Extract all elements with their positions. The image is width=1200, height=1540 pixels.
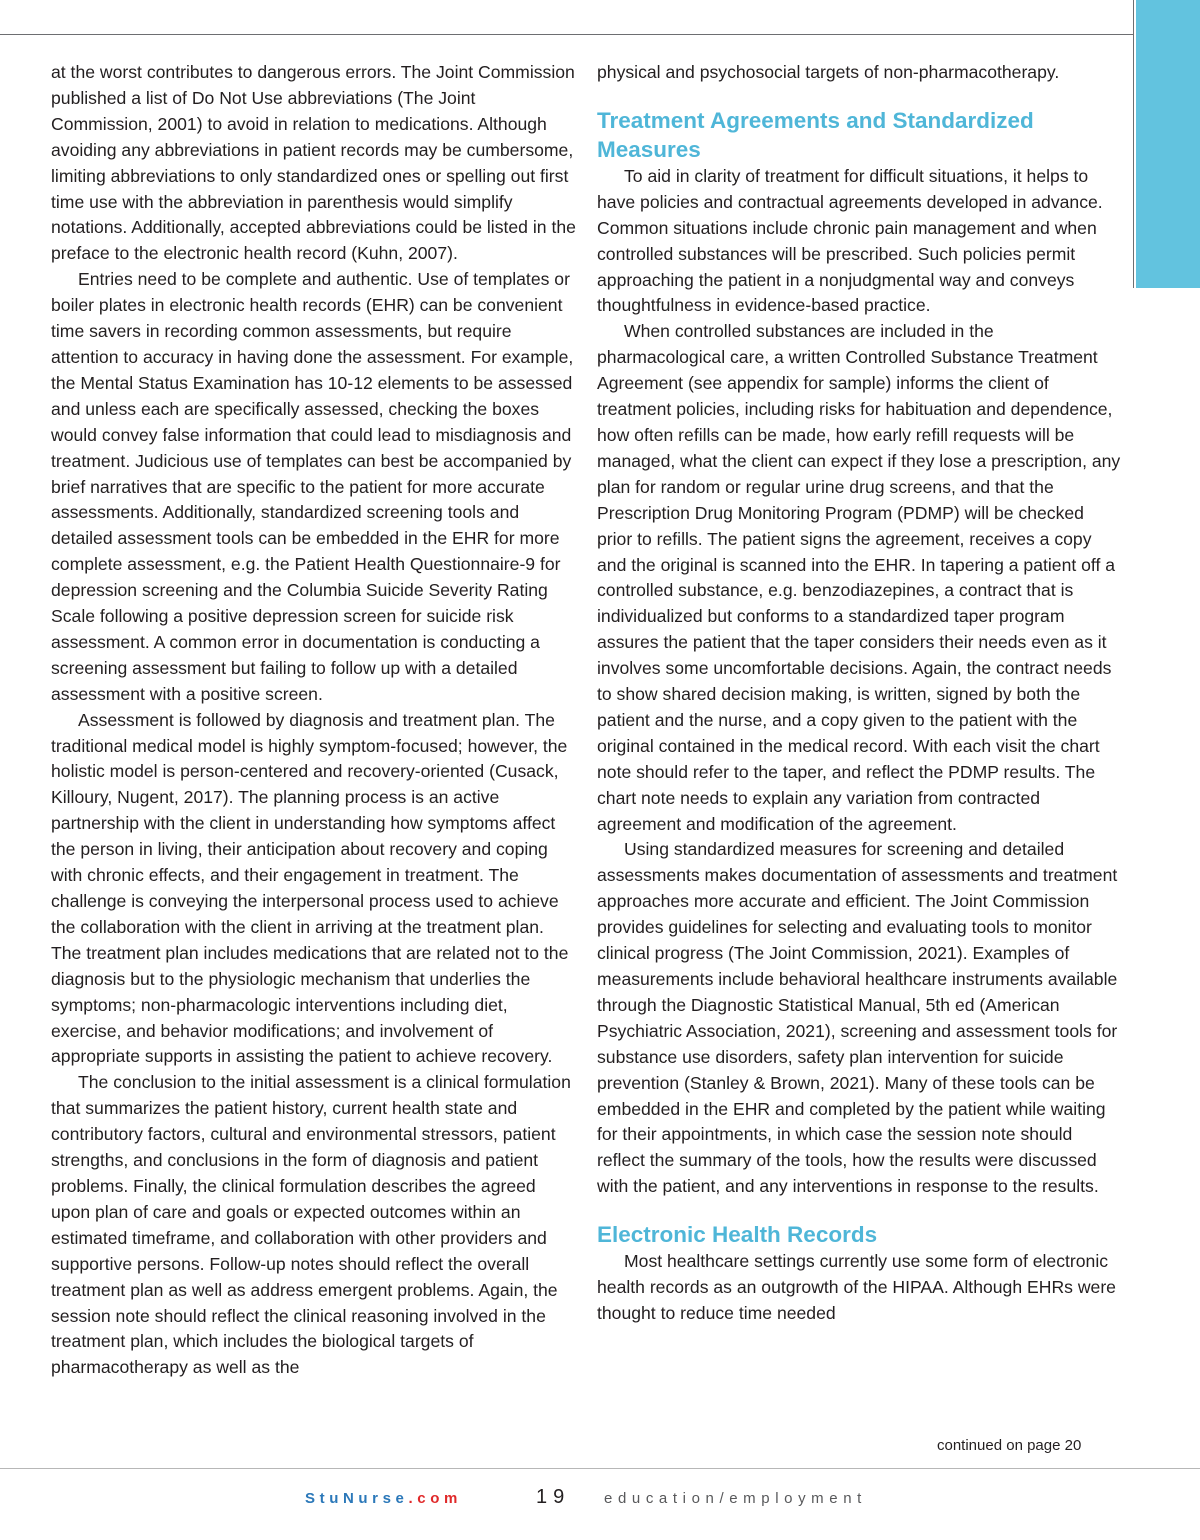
heading-treatment-agreements: Treatment Agreements and Standardized Measures <box>597 107 1034 162</box>
section1-paragraph-1: To aid in clarity of treatment for difficult situations, it helps to have policies and contractual agreements developed in advance. Common situations include chronic pain management and when controlled substances will be prescribed. Such policies permit approaching the patient in a nonjudgmental way and conveys thoughtfulness in evidence-based practice. <box>597 165 1103 316</box>
page-number: 19 <box>536 1486 571 1508</box>
brand-name: StuNurse <box>305 1490 409 1507</box>
section-label: education/employment <box>604 1490 867 1507</box>
left-paragraph-2: Entries need to be complete and authentic. Use of templates or boiler plates in electronic health records (EHR) can be convenient time savers in recording common assessments, but require attention to accuracy in having done the assessment. For example, the Mental Status Examination has 10-12 elements to be assessed and unless each are specifically assessed, checking the boxes would convey false information that could lead to misdiagnosis and treatment. Judicious use of templates can best be accompanied by brief narratives that are specific to the patient for more accurate assessments. Additionally, standardized screening tools and detailed assessment tools can be embedded in the EHR for more complete assessment, e.g. the Patient Health Questionnaire-9 for depression screening and the Columbia Suicide Severity Rating Scale following a positive depression screen for suicide risk assessment. A common error in documentation is conducting a screening assessment but failing to follow up with a detailed assessment with a positive screen. <box>51 269 574 704</box>
left-paragraph-1: at the worst contributes to dangerous errors. The Joint Commission published a list of Do Not Use abbreviations (The Joint Commission, 2001) to avoid in relation to medications. Although avoiding any abbreviations in patient records may be cumbersome, limiting abbreviations to only standardized ones or spelling out first time use with the abbreviation in parenthesis would simplify notations. Additionally, accepted abbreviations could be listed in the preface to the electronic health record (Kuhn, 2007). <box>51 62 576 264</box>
side-color-tab <box>1136 0 1200 288</box>
left-paragraph-3: Assessment is followed by diagnosis and treatment plan. The traditional medical model is highly symptom-focused; however, the holistic model is person-centered and recovery-oriented (Cusack, Killoury, Nugent, 2017). The planning process is an active partnership with the client in understanding how symptoms affect the person in living, their anticipation about recovery and coping with chronic effects, and their engagement in treatment. The challenge is conveying the interpersonal process used to achieve the collaboration with the client in arriving at the treatment plan. The treatment plan includes medications that are related not to the diagnosis but to the physiologic mechanism that underlies the symptoms; non-pharmacologic interventions including diet, exercise, and behavior modifications; and involvement of appropriate supports in assisting the patient to achieve recovery. <box>51 709 569 1067</box>
section1-paragraph-2: When controlled substances are included in the pharmacological care, a written Controlled Substance Treatment Agreement (see appendix for sample) informs the client of treatment policies, including risks for habituation and dependence, how often refills can be made, how early refill requests will be managed, what the client can expect if they lose a prescription, any plan for random or regular urine drug screens, and that the Prescription Drug Monitoring Program (PDMP) will be checked prior to refills. The patient signs the agreement, receives a copy and the original is scanned into the EHR. In tapering a patient off a controlled substance, e.g. benzodiazepines, a contract that is individualized but conforms to a standardized taper program assures the patient that the taper considers their needs even as it involves some uncomfortable decisions. Again, the contract needs to show shared decision making, is written, signed by both the patient and the nurse, and a copy given to the patient with the original contained in the medical record. With each visit the chart note should refer to the taper, and reflect the PDMP results. The chart note needs to explain any variation from contracted agreement and modification of the agreement. <box>597 321 1121 834</box>
top-divider <box>0 34 1133 35</box>
left-column <box>51 60 576 1381</box>
right-lead-in: physical and psychosocial targets of non-pharmacotherapy. <box>597 62 1060 82</box>
heading-electronic-health-records: Electronic Health Records <box>597 1222 878 1248</box>
section2-paragraph-1: Most healthcare settings currently use some form of electronic health records as an outgrowth of the HIPAA. Although EHRs were thought to reduce time needed <box>597 1251 1116 1323</box>
footer-divider <box>0 1468 1200 1469</box>
side-divider <box>1133 0 1134 288</box>
left-paragraph-4: The conclusion to the initial assessment is a clinical formulation that summarizes the patient history, current health state and contributory factors, cultural and environmental stressors, patient strengths, and conclusions in the form of diagnosis and patient problems. Finally, the clinical formulation describes the agreed upon plan of care and goals or expected outcomes within an estimated timeframe, and collaboration with other providers and supportive persons. Follow-up notes should reflect the overall treatment plan as well as address emergent problems. Again, the session note should reflect the clinical reasoning involved in the treatment plan, which includes the biological targets of pharmacotherapy as well as the <box>51 1072 571 1378</box>
right-column <box>597 60 1122 1327</box>
section1-paragraph-3: Using standardized measures for screening and detailed assessments makes documentation of assessments and treatment approaches more accurate and efficient. The Joint Commission provides guidelines for selecting and evaluating tools to monitor clinical progress (The Joint Commission, 2021). Examples of measurements include behavioral healthcare instruments available through the Diagnostic Statistical Manual, 5th ed (American Psychiatric Association, 2021), screening and assessment tools for substance use disorders, safety plan intervention for suicide prevention (Stanley & Brown, 2021). Many of these tools can be embedded in the EHR and completed by the patient while waiting for their appointments, in which case the session note should reflect the summary of the tools, how the results were discussed with the patient, and any interventions in response to the results. <box>597 839 1118 1197</box>
brand-domain: .com <box>408 1490 462 1507</box>
brand-wordmark <box>305 1490 462 1507</box>
footer <box>0 1486 1200 1516</box>
continued-note: continued on page 20 <box>937 1437 1082 1454</box>
